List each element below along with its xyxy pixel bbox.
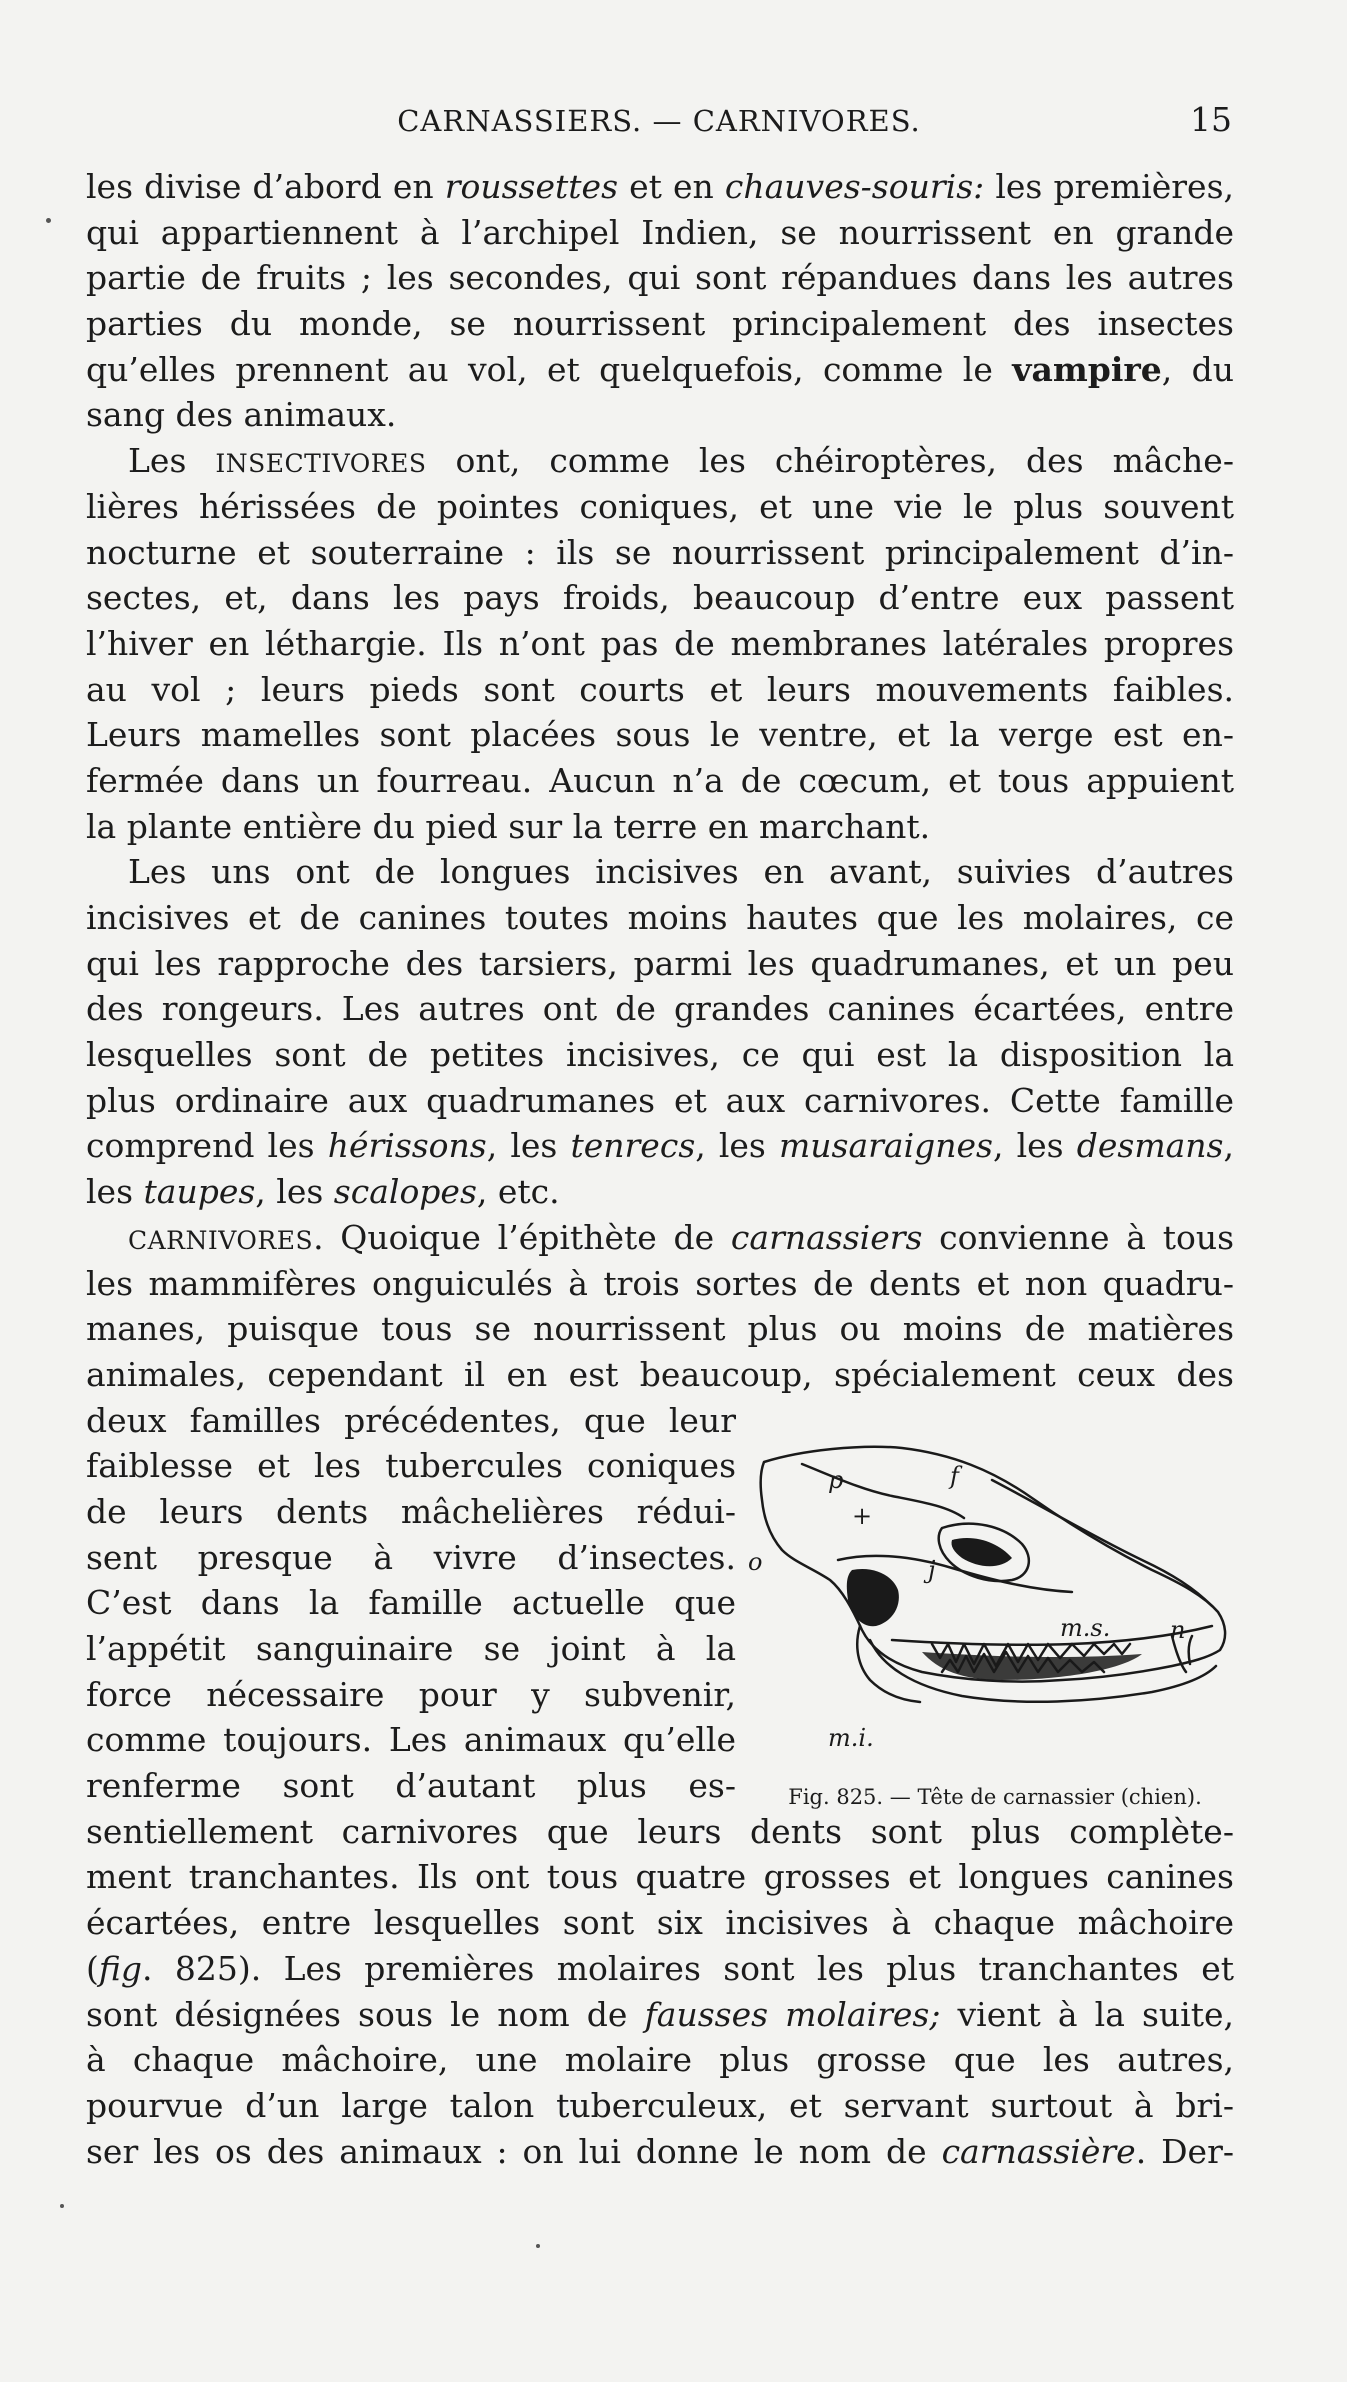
text-line: renferme sont d’autant plus es- <box>86 1766 736 1806</box>
text-line: les taupes, les scalopes, etc. <box>86 1172 560 1212</box>
shadow-orbit <box>951 1538 1012 1566</box>
figure-dog-skull <box>742 1440 1248 1820</box>
text-line: deux familles précédentes, que leur <box>86 1400 736 1440</box>
text-line: de leurs dents mâchelières rédui- <box>86 1491 736 1531</box>
label-p: p <box>828 1466 844 1494</box>
text-line: faiblesse et les tubercules coniques <box>86 1446 736 1486</box>
text-line: partie de fruits ; les secondes, qui sont répandues dans les autres <box>86 258 1234 298</box>
text-line: nocturne et souterraine : ils se nourrissent principalement d’in- <box>86 532 1234 572</box>
body-text <box>86 164 1234 2174</box>
text-line: manes, puisque tous se nourrissent plus ou moins de matières <box>86 1309 1234 1349</box>
text-line: sang des animaux. <box>86 395 397 435</box>
text-line: ment tranchantes. Ils ont tous quatre grosses et longues canines <box>86 1857 1234 1897</box>
ink-speck <box>60 2204 64 2208</box>
text-line: Les INSECTIVORES ont, comme les chéiroptères, des mâche- <box>128 441 1234 481</box>
text-line: C’est dans la famille actuelle que <box>86 1583 736 1623</box>
text-line: la plante entière du pied sur la terre en marchant. <box>86 806 931 846</box>
text-line: les divise d’abord en roussettes et en chauves-souris: les premières, <box>86 167 1234 206</box>
label-j: j <box>928 1556 936 1584</box>
text-line: sont désignées sous le nom de fausses molaires; vient à la suite, <box>86 1994 1234 2034</box>
text-line: lières hérissées de pointes coniques, et une vie le plus souvent <box>86 486 1234 526</box>
upper-jaw-line <box>892 1626 1212 1645</box>
text-line: animales, cependant il en est beaucoup, spécialement ceux des <box>86 1354 1234 1394</box>
label-mi: m.i. <box>828 1724 874 1752</box>
label-plus: + <box>852 1502 873 1530</box>
canine-lower <box>1189 1636 1192 1664</box>
shadow-temporal <box>847 1569 899 1626</box>
text-line: l’appétit sanguinaire se joint à la <box>86 1629 736 1668</box>
text-line: pourvue d’un large talon tuberculeux, et servant surtout à bri- <box>86 2085 1234 2125</box>
text-line: fermée dans un fourreau. Aucun n’a de cœcum, et tous appuient <box>86 760 1234 800</box>
text-line: sectes, et, dans les pays froids, beaucoup d’entre eux passent <box>86 578 1234 618</box>
text-line: comme toujours. Les animaux qu’elle <box>86 1720 736 1760</box>
ink-speck <box>536 2244 540 2248</box>
running-title: CARNASSIERS. — CARNIVORES. <box>397 104 921 138</box>
text-line: Les uns ont de longues incisives en avant, suivies d’autres <box>128 852 1234 892</box>
text-line: sent presque à vivre d’insectes. <box>86 1537 736 1577</box>
cranium-suture <box>802 1464 964 1518</box>
label-f: f <box>950 1462 959 1490</box>
text-line: qui les rapproche des tarsiers, parmi les quadrumanes, et un peu <box>86 943 1234 983</box>
text-line: l’hiver en léthargie. Ils n’ont pas de membranes latérales propres <box>86 623 1234 663</box>
text-line: comprend les hérissons, les tenrecs, les musaraignes, les desmans, <box>86 1126 1234 1166</box>
page-header <box>86 100 1232 148</box>
text-line: sentiellement carnivores que leurs dents sont plus complète- <box>86 1811 1234 1851</box>
text-line: ser les os des animaux : on lui donne le nom de carnassière. Der- <box>86 2131 1234 2171</box>
page-number: 15 <box>1190 100 1232 139</box>
text-line: incisives et de canines toutes moins hautes que les molaires, ce <box>86 898 1234 937</box>
text-line: CARNIVORES. Quoique l’épithète de carnassiers convienne à tous <box>128 1217 1234 1257</box>
figure-caption: Fig. 825. — Tête de carnassier (chien). <box>788 1785 1202 1809</box>
ink-speck <box>46 218 51 223</box>
text-line: au vol ; leurs pieds sont courts et leurs mouvements faibles. <box>86 669 1234 709</box>
text-line: force nécessaire pour y subvenir, <box>86 1674 736 1714</box>
text-line: des rongeurs. Les autres ont de grandes canines écartées, entre <box>86 989 1234 1029</box>
text-line: (fig. 825). Les premières molaires sont les plus tranchantes et <box>86 1948 1234 1988</box>
text-line: les mammifères onguiculés à trois sortes de dents et non quadru- <box>86 1263 1234 1303</box>
text-line: qu’elles prennent au vol, et quelquefois, comme le vampire, du <box>86 349 1234 389</box>
label-ms: m.s. <box>1060 1614 1111 1642</box>
label-n: n <box>1170 1616 1186 1644</box>
dog-skull-illustration <box>742 1440 1248 1780</box>
text-line: écartées, entre lesquelles sont six incisives à chaque mâchoire <box>86 1903 1234 1943</box>
text-line: à chaque mâchoire, une molaire plus grosse que les autres, <box>86 2040 1234 2080</box>
text-line: qui appartiennent à l’archipel Indien, se nourrissent en grande <box>86 212 1234 252</box>
text-line: plus ordinaire aux quadrumanes et aux carnivores. Cette famille <box>86 1080 1234 1120</box>
label-o: o <box>748 1548 763 1576</box>
text-line: parties du monde, se nourrissent principalement des insectes <box>86 304 1234 344</box>
text-line: lesquelles sont de petites incisives, ce qui est la disposition la <box>86 1035 1234 1075</box>
text-line: Leurs mamelles sont placées sous le ventre, et la verge est en- <box>86 715 1234 755</box>
